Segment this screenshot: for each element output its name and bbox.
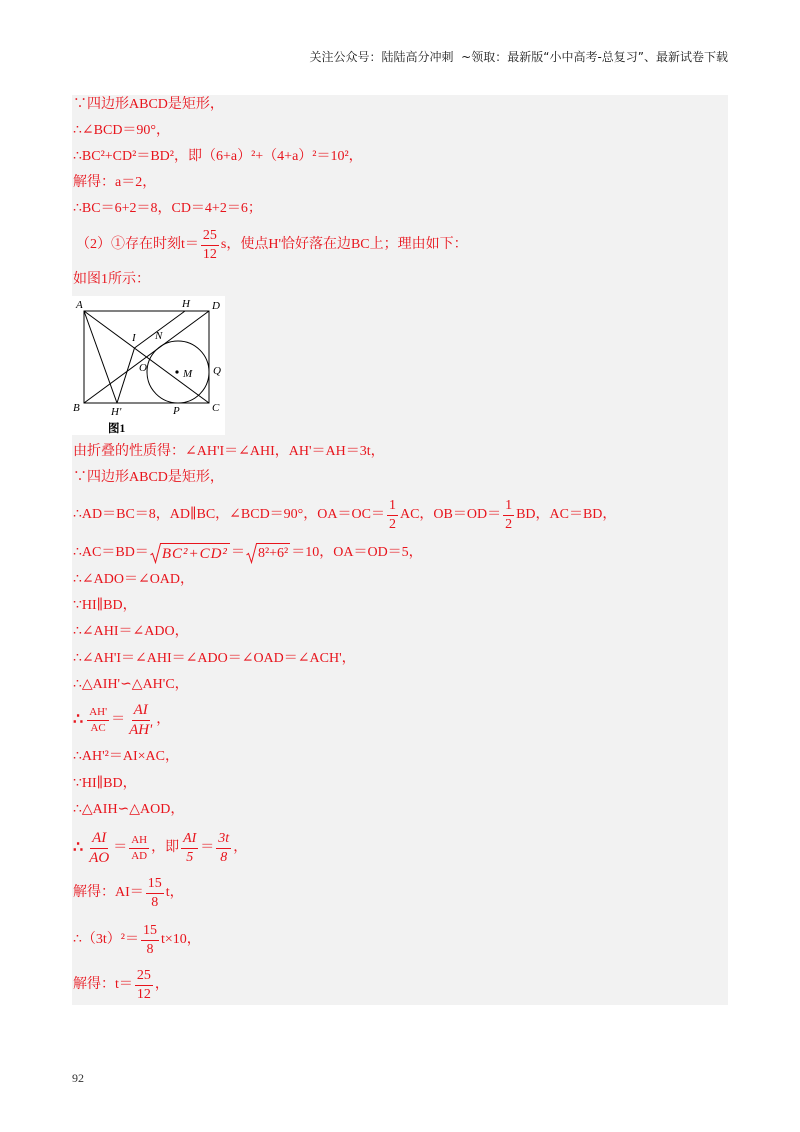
- solution-line: [73, 497, 616, 533]
- solution-line: 由折叠的性质得：∠AH'I＝∠AHI，AH'＝AH＝3t，: [73, 444, 385, 459]
- fraction: [387, 499, 398, 532]
- line-text: ，: [154, 977, 169, 992]
- fraction-denominator: 12: [136, 986, 151, 1002]
- fraction: [503, 499, 514, 532]
- solution-line: ∴∠ADO＝∠OAD，: [73, 572, 195, 587]
- fraction: [87, 707, 109, 734]
- figure-caption: 图1: [108, 423, 126, 435]
- label-p: P: [173, 405, 180, 417]
- fraction: [201, 229, 219, 262]
- fraction-numerator: 1: [503, 499, 514, 516]
- figure-1: [72, 296, 225, 435]
- fraction-denominator: 5: [186, 849, 194, 865]
- radical-sign: [246, 542, 257, 564]
- line-text: 解得：AI＝: [73, 885, 144, 900]
- fraction-numerator: 15: [146, 877, 164, 894]
- label-b: B: [73, 402, 80, 414]
- line-text: ＝: [230, 545, 245, 560]
- segment-ah-prime: [84, 311, 117, 403]
- line-text: ，: [156, 712, 171, 727]
- line-text: ∴（3t）²＝: [73, 932, 139, 947]
- fraction: [129, 835, 149, 862]
- line-text: t×10，: [161, 932, 201, 947]
- solution-line: ∴∠AHI＝∠ADO，: [73, 624, 189, 639]
- solution-line: ∵四边形ABCD是矩形，: [73, 470, 224, 485]
- solution-line: 如图1所示：: [73, 272, 150, 287]
- label-q: Q: [213, 365, 221, 377]
- fraction: [216, 832, 231, 865]
- radicand: 8²+6²: [257, 543, 290, 563]
- solution-line: ∵HI∥BD，: [73, 776, 137, 791]
- solution-line: [73, 535, 423, 571]
- fraction-denominator: AD: [131, 849, 148, 862]
- fraction-denominator: AC: [90, 721, 106, 734]
- line-text: ＝: [111, 712, 126, 727]
- solution-line: ∵四边形ABCD是矩形，: [73, 97, 224, 112]
- label-i: I: [132, 332, 136, 344]
- fraction-numerator: 25: [201, 229, 219, 246]
- fraction-denominator: 8: [151, 894, 159, 910]
- label-h-prime: H': [111, 406, 122, 418]
- geometry-diagram: [72, 296, 225, 435]
- solution-line: [73, 700, 170, 740]
- solution-block: [72, 95, 728, 1005]
- fraction-denominator: 8: [146, 941, 154, 957]
- square-root: [150, 542, 230, 564]
- center-point-m: [175, 370, 178, 373]
- label-a: A: [76, 299, 83, 311]
- fraction-denominator: 8: [220, 849, 228, 865]
- fraction-denominator: AO: [89, 849, 110, 866]
- solution-line: ∴△AIH'∽△AH'C，: [73, 677, 189, 692]
- fraction-denominator: AH': [129, 721, 153, 738]
- solution-line: ∴△AIH∽△AOD，: [73, 802, 185, 817]
- therefore-symbol: ∴: [73, 839, 84, 856]
- label-c: C: [212, 402, 220, 414]
- solution-line: ∴AH'²＝AI×AC，: [73, 749, 179, 764]
- page-number: 92: [72, 1071, 84, 1085]
- square-root: [246, 542, 290, 564]
- fraction-numerator: AH: [129, 835, 149, 849]
- fraction: [87, 831, 111, 866]
- solution-line: [73, 922, 201, 958]
- fraction-numerator: AI: [90, 831, 108, 849]
- solution-line: [73, 828, 247, 868]
- fraction-numerator: 15: [141, 924, 159, 941]
- fraction: [127, 703, 154, 738]
- line-text: ，即: [151, 840, 180, 855]
- line-text: （2）①存在时刻t＝: [76, 237, 199, 252]
- line-text: ＝: [200, 840, 215, 855]
- fraction-numerator: AI: [181, 832, 198, 849]
- radicand: BC²+CD²: [161, 543, 230, 563]
- line-text: ＝: [113, 840, 128, 855]
- line-text: ∴AD＝BC＝8，AD∥BC，∠BCD＝90°，OA＝OC＝: [73, 507, 385, 522]
- solution-line: 解得：a＝2，: [73, 175, 157, 190]
- label-n: N: [155, 330, 163, 342]
- fraction-numerator: AI: [132, 703, 150, 721]
- fraction: [181, 832, 198, 865]
- line-text: s，使点H'恰好落在边BC上；理由如下：: [220, 237, 468, 252]
- fraction: [135, 969, 153, 1002]
- solution-line: ∵HI∥BD，: [73, 598, 137, 613]
- fraction-denominator: 2: [505, 516, 513, 532]
- line-text: BD，AC＝BD，: [516, 507, 617, 522]
- label-o: O: [139, 362, 147, 374]
- label-d: D: [212, 300, 220, 312]
- line-text: t，: [165, 885, 184, 900]
- solution-line: [76, 227, 468, 263]
- line-text: AC，OB＝OD＝: [399, 507, 502, 522]
- solution-line: ∴∠BCD＝90°，: [73, 123, 171, 138]
- segment-h-prime-i: [117, 348, 135, 403]
- fraction-numerator: 25: [135, 969, 153, 986]
- therefore-symbol: ∴: [73, 711, 84, 728]
- fraction: [141, 924, 159, 957]
- solution-line: ∴BC²+CD²＝BD²，即（6+a）²+（4+a）²＝10²，: [73, 149, 363, 164]
- line-text: 解得：t＝: [73, 977, 133, 992]
- solution-line: ∴BC＝6+2＝8，CD＝4+2＝6；: [73, 201, 262, 216]
- line-text: ＝10，OA＝OD＝5，: [291, 545, 423, 560]
- fraction: [146, 877, 164, 910]
- page-header: 关注公众号：陆陆高分冲刺 ~领取：最新版“小中高考-总复习”、最新试卷下载: [309, 50, 728, 64]
- fraction-numerator: 1: [387, 499, 398, 516]
- fraction-denominator: 2: [388, 516, 396, 532]
- solution-line: ∴∠AH'I＝∠AHI＝∠ADO＝∠OAD＝∠ACH'，: [73, 651, 356, 666]
- solution-line: [73, 967, 169, 1003]
- fraction-denominator: 12: [202, 246, 217, 262]
- line-text: ，: [233, 840, 248, 855]
- fraction-numerator: 3t: [216, 832, 231, 849]
- solution-line: [73, 875, 184, 911]
- line-text: ∴AC＝BD＝: [73, 545, 149, 560]
- label-h: H: [182, 298, 190, 310]
- fraction-numerator: AH': [87, 707, 109, 721]
- radical-sign: [150, 542, 161, 564]
- label-m: M: [183, 368, 193, 380]
